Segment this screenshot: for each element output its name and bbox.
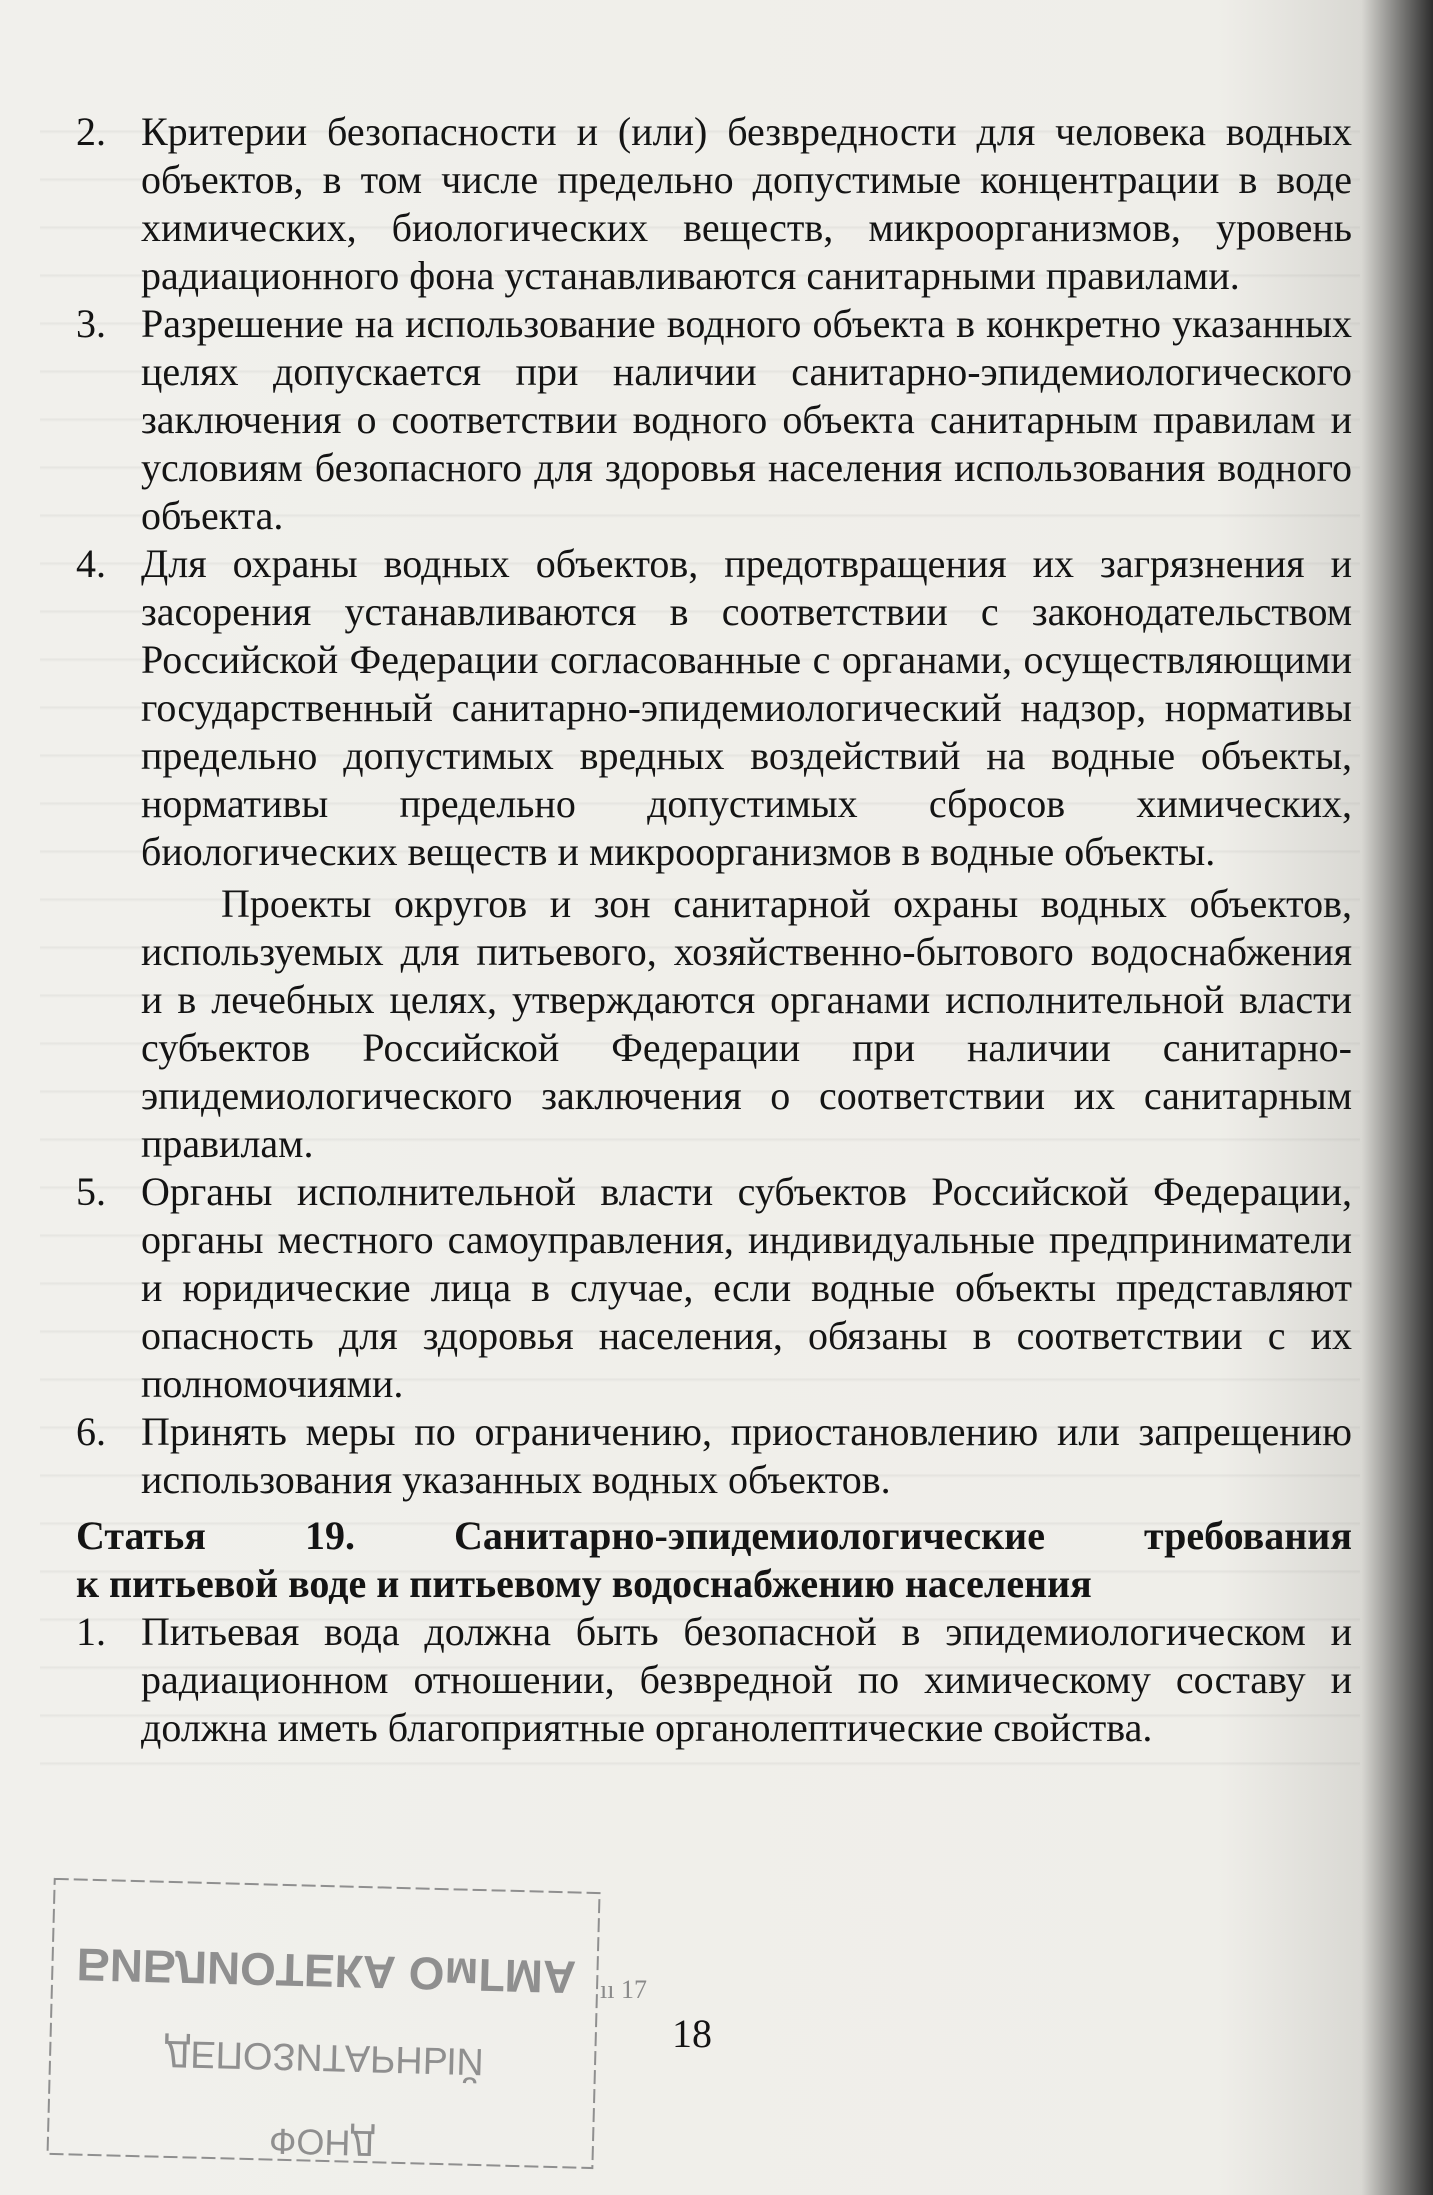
item-text: Питьевая вода должна быть безопасной в эпидемиологическом и радиационном отношении, безвредной по химическому составу и должна иметь благоприятные органолептические свойства. [141,1609,1352,1750]
paragraph: Проекты округов и зон санитарной охраны водных объектов, используемых для питьевого, хозяйственно-бытового водоснабжения и в лечебных целях, утверждаются органами исполнительной власти субъектов Российской Федерации при наличии санитарно-эпидемиологического заключения о соответствии их санитарным правилам. [141,881,1352,1166]
item-number: 5. [76,1169,106,1214]
item-number: 3. [76,301,106,346]
item-number: 6. [76,1409,106,1454]
article-heading-line-1: Статья 19. Санитарно-эпидемиологические требования [76,1513,1352,1558]
list-item [76,300,1352,540]
item-text: Разрешение на использование водного объекта в конкретно указанных целях допускается при наличии санитарно-эпидемиологического заключения о соответствии водного объекта санитарным правилам и условиям безопасного для здоровья населения использования водного объекта. [141,301,1352,538]
page-number: 18 [672,2011,712,2056]
item-number: 1. [76,1609,106,1654]
item-text: Органы исполнительной власти субъектов Российской Федерации, органы местного самоуправления, индивидуальные предприниматели и юридические лица в случае, если водные объекты представляют опасность для здоровья населения, обязаны в соответствии с их полномочиями. [141,1169,1352,1406]
library-stamp [41,1873,608,2178]
margin-mark: ıı 17 [600,1975,647,2004]
stamp-line-2: ДЕПОЗИТАРНЫЙ [164,2031,485,2083]
list-item [76,1168,1352,1408]
article-heading [76,1512,1352,1608]
list-item [76,108,1352,300]
item-number: 4. [76,541,106,586]
stamp-line-3: ФОНД [268,2120,376,2165]
stamp-line-1: БИБЛИОТЕКА ОмГМА [76,1938,577,2004]
list-item [76,540,1352,876]
list-item [76,1608,1352,1752]
item-text: Для охраны водных объектов, предотвращения их загрязнения и засорения устанавливаются в соответствии с законодательством Российской Федерации согласованные с органами, осуществляющими государственный санитарно-эпидемиологический надзор, нормативы предельно допустимых вредных воздействий на водные объекты, нормативы предельно допустимых сбросов химических, биологических веществ и микроорганизмов в водные объекты. [141,541,1352,874]
item-text: Принять меры по ограничению, приостановлению или запрещению использования указанных водных объектов. [141,1409,1352,1502]
item-number: 2. [76,109,106,154]
page-text [76,108,1352,1752]
item-text: Критерии безопасности и (или) безвредности для человека водных объектов, в том числе предельно допустимые концентрации в воде химических, биологических веществ, микроорганизмов, уровень радиационного фона устанавливаются санитарными правилами. [141,109,1352,298]
list-item [76,1408,1352,1504]
article-heading-line-2: к питьевой воде и питьевому водоснабжению населения [76,1561,1092,1606]
